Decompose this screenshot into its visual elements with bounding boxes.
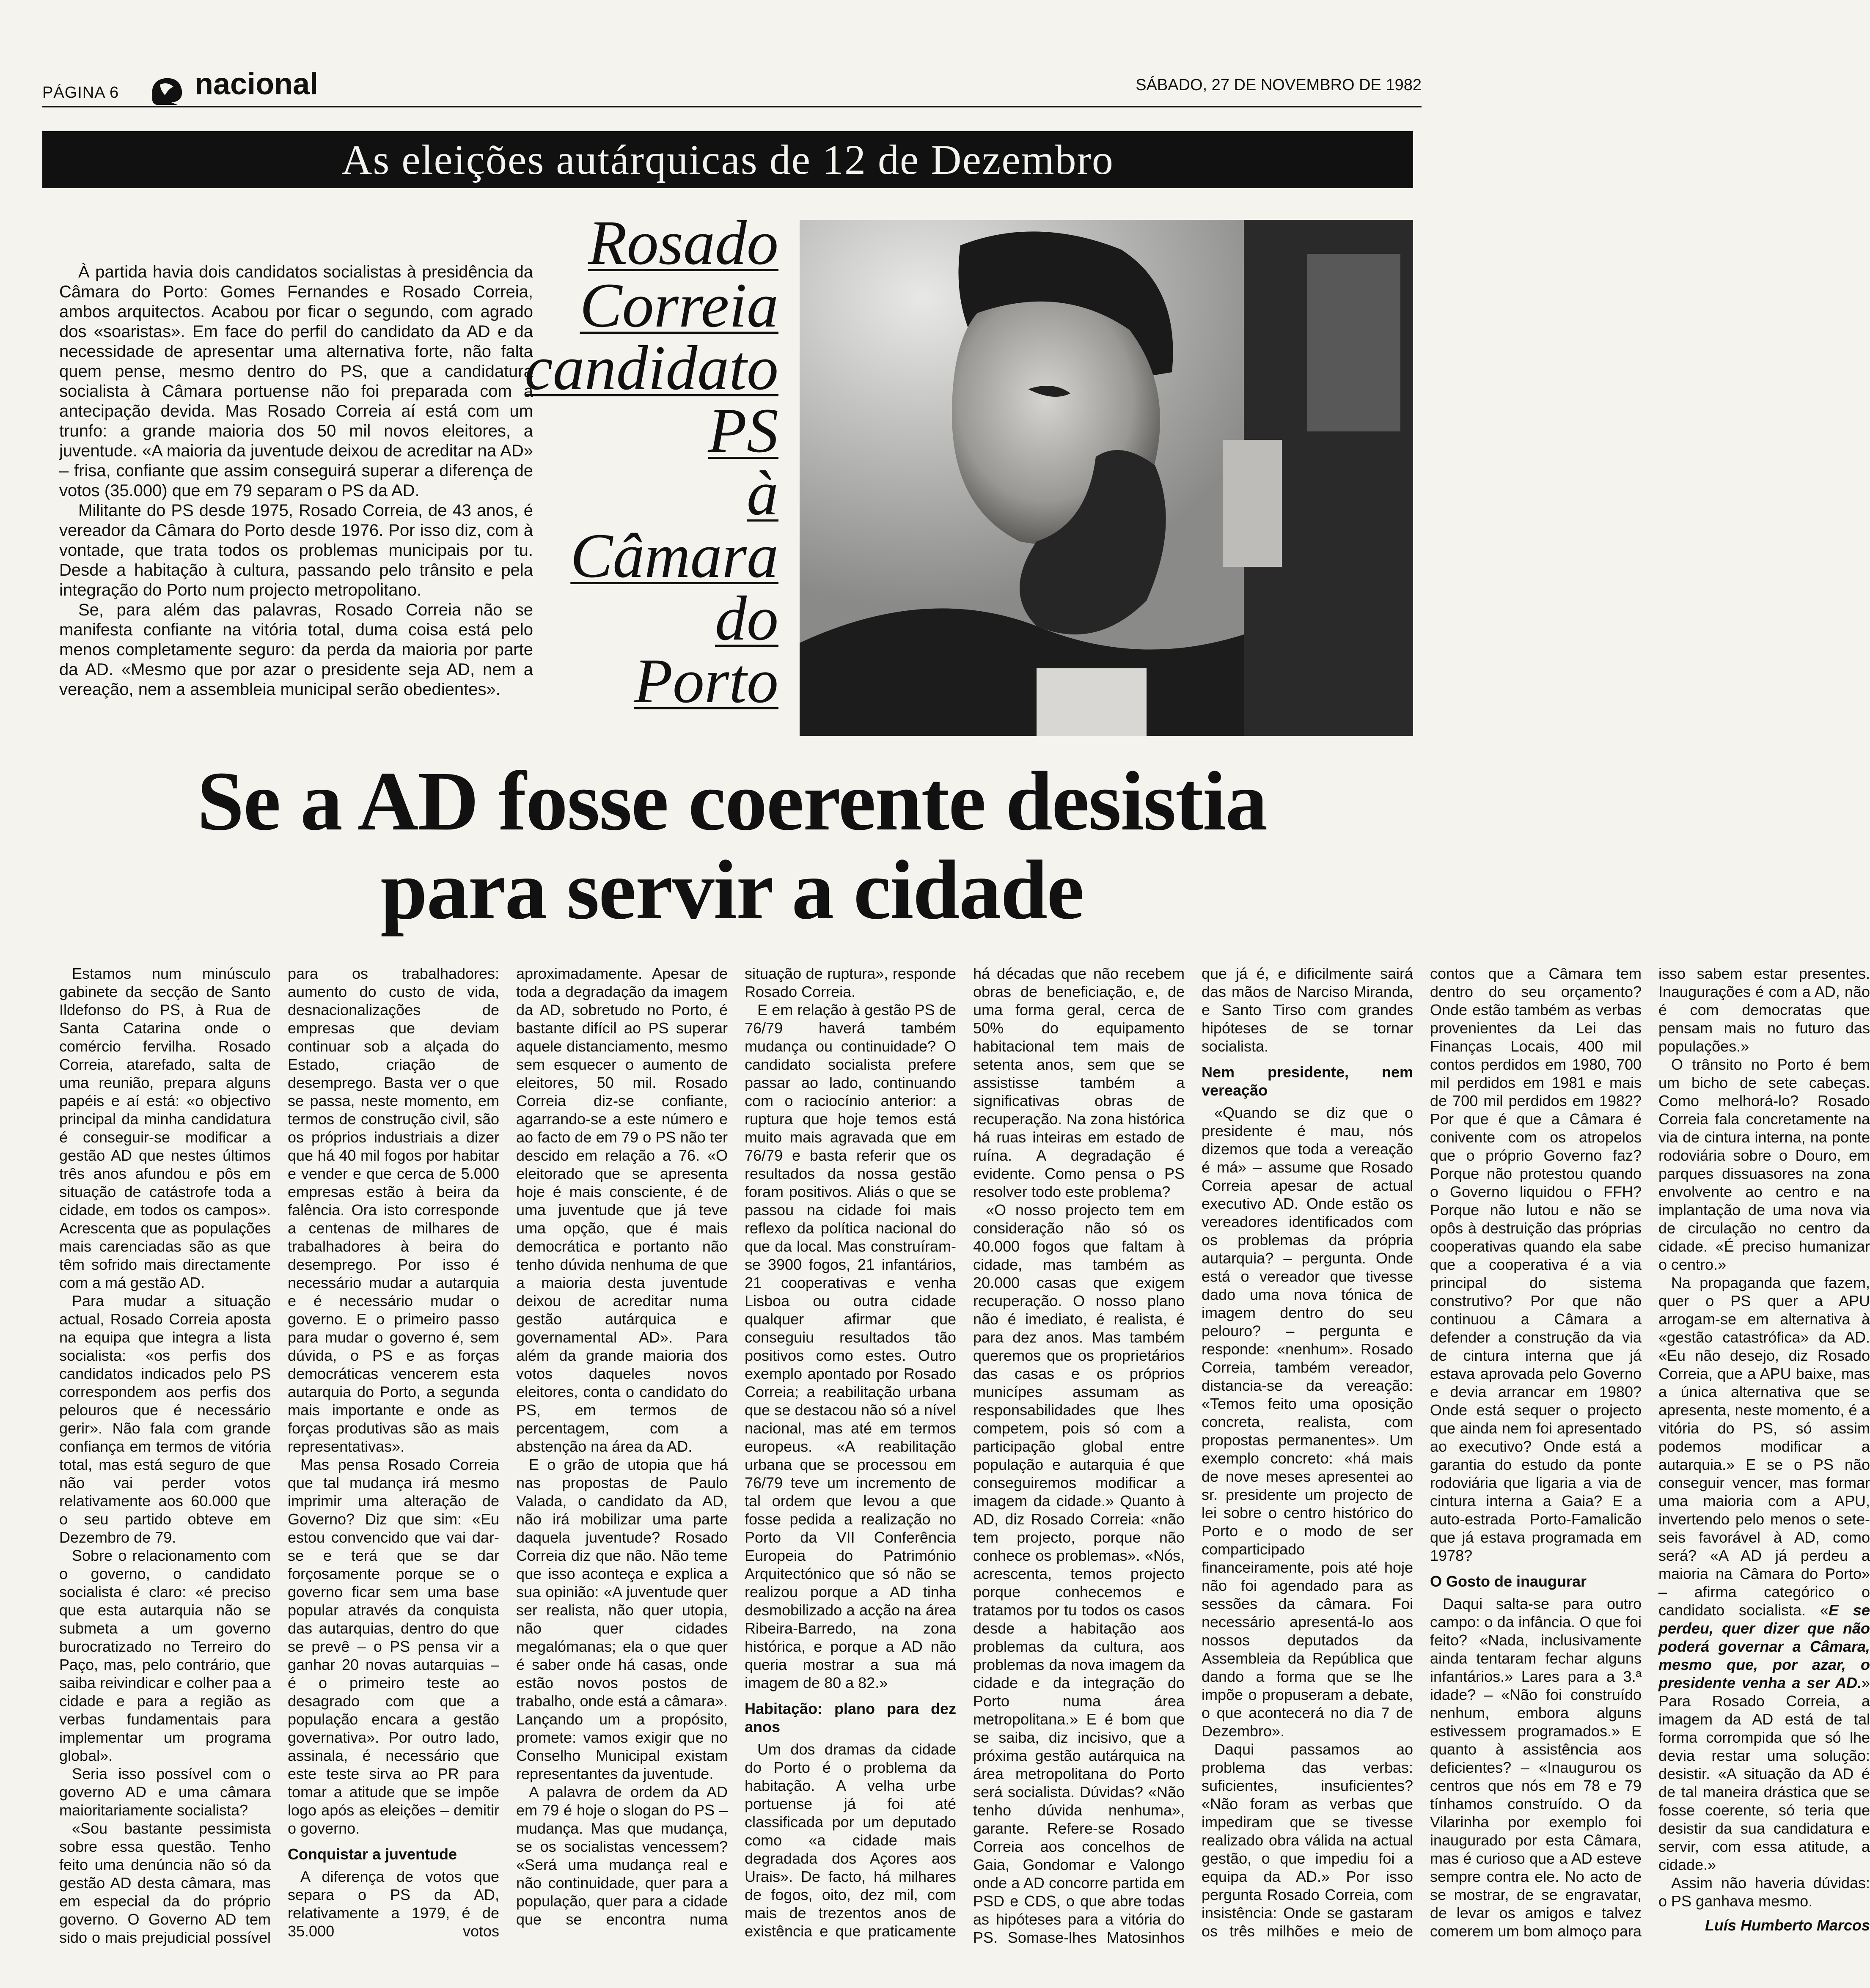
issue-date: SÁBADO, 27 DE NOVEMBRO DE 1982 (1136, 76, 1422, 94)
article-paragraph: «Quando se diz que o presidente é mau, nós dizemos que toda a vereação é má» – assume que Rosado Correia apesar de actual executivo AD. Onde estão os vereadores identificados com os problemas da própria autarquia? – pergunta. Onde está o vereador que tivesse dado uma nova tónica de imagem dentro do seu pelouro? – pergunta e responde: «nenhum». Rosado Correia, também vereador, distancia-se da vereação: «Temos feito uma oposição concreta, realista, com propostas permanentes». Um exemplo concreto: «há mais de nove meses apresentei ao sr. presidente um projecto de lei sobre o centro histórico do Porto e o modo de ser comparticipado financeiramente, pois até hoje não foi agendado para as sessões da câmara. Foi necessário apresentá-lo aos nossos deputados da Assembleia da República que dando a forma que se lhe impõe o propuseram a debate, o que acontecerá no dia 7 de Dezembro». (1202, 1104, 1413, 1740)
subheading: O Gosto de inaugurar (1430, 1573, 1587, 1590)
article-paragraph (1658, 1274, 1870, 1874)
article-paragraph: Sobre o relacionamento com o governo, o candidato socialista é claro: «é preciso que esta autarquia não se submeta a um governo burocratizado no Terreiro do Paço, mas, pelo contrário, que saiba reivindicar e colher paa a cidade e para a região as verbas fundamentais para implementar um programa global». (59, 1547, 271, 1764)
headline-line: Se a AD fosse coerente desistia (197, 755, 1267, 848)
article-paragraph: E o grão de utopia que há nas propostas de Paulo Valada, o candidato da AD, não irá mobilizar uma parte daquela juventude? Rosado Correia diz que não. Não teme que isso aconteça e explica a sua opinião: «A juventude quer ser realista, não quer utopia, não quer cidades megalómanas; ela o que quer é saber onde há casas, onde estão novos postos de trabalho, onde está a câmara». Lançando um a propósito, promete: vamos exigir que no Conselho Municipal existam representantes da juventude. (516, 1456, 728, 1782)
article-paragraph: O trânsito no Porto é bem um bicho de sete cabeças. Como melhorá-lo? Rosado Correia fala concretamente na via de cintura interna, na ponte rodoviária sobre o Douro, em parques dissuasores na zona envolvente ao centro e na implantação de uma nova via de circulação no centro da cidade. «É preciso humanizar o centro.» (1658, 1056, 1870, 1273)
feature-title-line: Câmara (570, 521, 778, 591)
author-signature: Luís Humberto Marcos (1705, 1917, 1870, 1934)
subheading: Habitação: plano para dez anos (745, 1700, 956, 1735)
feature-title (499, 208, 778, 716)
article-paragraph: Estamos num minúsculo gabinete da secção de Santo Ildefonso do PS, à Rua de Santa Catarina onde o comércio fervilha. Rosado Correia, atarefado, salta de uma reunião, prepara alguns papéis e aí está: «o objectivo principal da minha candidatura é conseguir-se modificar a gestão AD que nestes últimos três anos afundou e pôs em situação de catástrofe toda a cidade, em todos os campos». Acrescenta que as populações mais carenciadas são as que têm sofrido mais directamente com a má gestão AD. (59, 965, 271, 1291)
subheading: Nem presidente, nem vereação (1202, 1063, 1413, 1099)
page-number: PÁGINA 6 (42, 84, 119, 102)
article-paragraph: A palavra de ordem da AD em 79 é hoje o slogan do PS – mudança. Mas que mudança, se os socialistas vencessem? «Será uma mudança real e não continuidade, quer para a população, quer para a cidade que se encontra numa situação de ruptura», responde Rosado Correia. (516, 965, 956, 1928)
masthead-rule (42, 106, 1422, 107)
candidate-portrait-photo (800, 220, 1413, 736)
article-paragraph: Daqui passamos ao problema das verbas: suficientes, insuficientes? «Não foram as verbas que impediram que se tivesse realizado obra válida na actual gestão, o que impediu foi a equipa da AD.» Por isso pergunta Rosado Correia, com insistência: Onde se gastaram os três milhões e meio de contos que a Câmara tem dentro do seu orçamento? Onde estão também as verbas provenientes da Lei das Finanças Locais, 400 mil contos perdidos em 1980, 700 mil perdidos em 1981 e mais de 700 mil perdidos em 1982? Por que é que a Câmara é conivente com os atropelos que o próprio Governo faz? Porque não protestou quando o Governo liquidou o FFH? Porque não lutou e não se opôs à destruição das próprias cooperativas quando ela sabe que a cooperativa é a via principal do sistema construtivo? Por que não continuou a Câmara a defender a construção da via de cintura interna que já estava aprovada pelo Governo e devia arrancar em 1980? Onde está sequer o projecto que ainda nem foi apresentado ao executivo? Onde está a garantia do estudo da ponte rodoviária que ligaria a via de cintura interna a Gaia? E a auto-estrada Porto-Famalicão que já estava programada em 1978? (1202, 965, 1642, 1940)
feature-title-line: candidato (525, 333, 778, 403)
article-paragraph: «Sou bastante pessimista sobre essa questão. Tenho feito uma denúncia não só da gestão AD desta câmara, mas em especial da do próprio governo. O Governo AD tem sido o mais prejudicial possível para os trabalhadores: aumento do custo de vida, desnacionalizações de empresas que deviam continuar sob a alçada do Estado, criação de desemprego. Basta ver o que se passa, neste momento, em termos de construção civil, são os próprios industriais a dizer que há 40 mil fogos por habitar e vender e que cerca de 5.000 empresas estão à beira da falência. Ora isto corresponde a centenas de milhares de trabalhadores à beira do desemprego. Por isso é necessário mudar a autarquia e é necessário mudar o governo. E o primeiro passo para mudar o governo é, sem dúvida, o PS e as forças democráticas vencerem esta autarquia do Porto, a segunda mais importante e onde as forças produtivas são as mais representativas». (59, 965, 499, 1946)
feature-title-line: Correia (580, 270, 778, 340)
paragraph-text: » Para Rosado Correia, a imagem da AD está de tal forma corrompida que só lhe devia restar uma solução: desistir. «A situação da AD é de tal maneira drástica que se fosse coerente, só teria que desistir da sua candidatura e servir, com essa atitude, a cidade.» (1658, 1674, 1870, 1873)
section-banner: As eleições autárquicas de 12 de Dezembro (42, 131, 1413, 188)
headline (42, 757, 1422, 935)
feature-title-line: PS (708, 395, 778, 466)
article-paragraph: «O nosso projecto tem em consideração não só os 40.000 fogos que faltam à cidade, mas também as 20.000 casas que exigem recuperação. O nosso plano não é imediato, é realista, é para dez anos. Mas também queremos que os proprietários das casas e os próprios municípes assumam as responsabilidades que lhes competem, pois só com a participação global entre população e autarquia é que conseguiremos modificar a imagem da cidade.» Quanto à AD, diz Rosado Correia: «não tem projecto, porque não conhece os problemas». «Nós, acrescenta, temos projecto porque conhecemos e tratamos por tu todos os casos desde a habitação aos problemas da cultura, aos problemas da nova imagem da cidade e da integração do Porto numa área metropolitana.» E é bom que se saiba, diz incisivo, que a próxima gestão autárquica na área metropolitana do Porto será socialista. Dúvidas? «Não tenho dúvida nenhuma», garante. Refere-se Rosado Correia aos concelhos de Gaia, Gondomar e Valongo onde a AD concorre partida em PSD e CDS, o que abre todas as hipóteses para a vitória do PS. Somase-lhes Matosinhos que já é, e dificilmente sairá das mãos de Narciso Miranda, e Santo Tirso com grandes hipóteses de se tornar socialista. (973, 965, 1413, 1946)
article-paragraph: Um dos dramas da cidade do Porto é o problema da habitação. A velha urbe portuense já foi até classificada por um deputado como «a cidade mais degradada dos Açores aos Urais». De facto, há milhares de fogos, oito, dez mil, com mais de trezentos anos de existência e que praticamente há décadas que não recebem obras de beneficiação, e, de uma forma geral, cerca de 50% do equipamento habitacional tem mais de setenta anos, sem que se assistisse também a significativas obras de recuperação. Na zona histórica há ruas inteiras em estado de ruína. A degradação é evidente. Como pensa o PS resolver todo este problema? (745, 965, 1185, 1940)
feature-title-line: à (747, 458, 778, 528)
article-paragraph: A diferença de votos que separa o PS da AD, relativamente a 1979, é de 35.000 votos aproximadamente. Apesar de toda a degradação da imagem da AD, sobretudo no Porto, é bastante difícil ao PS superar aquele distanciamento, mesmo sem esquecer o aumento de eleitores, 50 mil. Rosado Correia diz-se confiante, agarrando-se a este número e ao facto de em 79 o PS não ter descido em relação a 76. «O eleitorado que se apresenta hoje é mais consciente, é de uma juventude que já teve uma opção, que é mais democrática e portanto não tenho dúvida nenhuma de que a maioria desta juventude deixou de acreditar numa gestão autárquica e governamental AD». Para além da grande maioria dos votos daqueles novos eleitores, conta o candidato do PS, em termos de percentagem, com a abstenção na área da AD. (288, 965, 728, 1940)
headline-line: para servir a cidade (380, 843, 1084, 937)
feature-title-line: do (715, 583, 778, 654)
article-paragraph: Daqui salta-se para outro campo: o da infância. O que foi feito? «Nada, inclusivamente ainda tentaram fechar alguns infantários.» Lares para a 3.ª idade? – «Não foi construído nenhum, embora alguns estivessem programados.» E quanto à assistência aos deficientes? – «Inaugurou os centros que nós em 78 e 79 tínhamos construído. O da Vilarinha por exemplo foi inaugurado por esta Câmara, mas é curioso que a AD esteve sempre contra ele. No acto de se mostrar, de se engravatar, de levar os amigos e talvez comerem um bom almoço para isso sabem estar presentes. Inaugurações é com a AD, não é com democratas que pensam mais no futuro das populações.» (1430, 965, 1870, 1940)
subheading: Conquistar a juventude (288, 1845, 457, 1863)
feature-title-line: Porto (634, 646, 778, 716)
article-paragraph: Assim não haveria dúvidas: o PS ganhava mesmo. (1658, 1874, 1870, 1910)
section-title: nacional (195, 67, 319, 101)
feature-title-line: Rosado (588, 208, 778, 278)
article-body (59, 964, 1870, 1950)
intro-paragraph: À partida havia dois candidatos socialistas à presidência da Câmara do Porto: Gomes Fernandes e Rosado Correia, ambos arquitectos. Acabou por ficar o segundo, com agrado dos «soaristas». Em face do perfil do candidato da AD e da necessidade de apresentar uma alternativa forte, não falta quem pense, mesmo dentro do PS, que a candidatura socialista à Câmara portuense não foi preparada com a antecipação devida. Mas Rosado Correia aí está com um trunfo: a grande maioria dos 50 mil novos eleitores, a juventude. «A maioria da juventude deixou de acreditar na AD» – frisa, confiante que assim conseguirá superar a diferença de votos (35.000) que em 79 separam o PS da AD. (59, 263, 533, 500)
article-paragraph: Seria isso possível com o governo AD e uma câmara maioritariamente socialista? (59, 1765, 271, 1819)
article-paragraph: Mas pensa Rosado Correia que tal mudança irá mesmo imprimir uma alteração de Governo? Diz que sim: «Eu estou convencido que vai dar-se e terá que se dar forçosamente porque se o governo ficar sem uma base popular através da conquista das autarquias, dentro do que se prevê – o PS pensa vir a ganhar 20 novas autarquias – é o primeiro teste ao desagrado com que a população encara a gestão governativa». Por outro lado, assinala, é necessário que este teste sirva ao PR para tomar a atitude que se impõe logo após as eleições – demitir o governo. (288, 1456, 499, 1837)
newspaper-logo-icon (148, 72, 186, 106)
article-paragraph: E em relação à gestão PS de 76/79 haverá também mudança ou continuidade? O candidato socialista prefere passar ao lado, continuando com o raciocínio anterior: a ruptura que hoje temos está muito mais agravada que em 76/79 e basta referir que os resultados da nossa gestão foram positivos. Aliás o que se passou na cidade foi mais reflexo da política nacional do que da local. Mas construíram-se 3900 fogos, 21 infantários, 21 cooperativas e venha Lisboa ou outra cidade qualquer afirmar que conseguiu resultados tão positivos como estes. Outro exemplo apontado por Rosado Correia; a reabilitação urbana que se destacou não só a nível nacional, mas até em termos europeus. «A reabilitação urbana que se processou em 76/79 teve um incremento de tal ordem que levou a que fosse pedida a realização no Porto da VII Conferência Europeia do Património Arquitectónico que só não se realizou porque a AD tinha desmobilizado a acção na área Ribeira-Barredo, na zona histórica, e porque a AD não queria mostrar a sua má imagem de 80 a 82.» (745, 1001, 956, 1691)
masthead (42, 63, 1422, 110)
paragraph-text: Na propaganda que fazem, quer o PS quer a APU arrogam-se em alternativa à «gestão catastrófica» da AD. «Eu não desejo, diz Rosado Correia, que a APU baixe, mas a única alternativa que se apresenta, neste momento, é a vitória do PS, só assim podemos modificar a autarquia.» E se o PS não conseguir vencer, mas formar uma maioria com a APU, invertendo pelo menos o sete-seis favorável à AD, como será? «A AD já perdeu a maioria na Câmara do Porto» – afirma categórico o candidato socialista. « (1658, 1274, 1870, 1619)
emphasized-quote: E se perdeu, quer dizer que não poderá governar a Câmara, mesmo que, por azar, o presidente venha a ser AD. (1658, 1601, 1870, 1691)
article-paragraph: Para mudar a situação actual, Rosado Correia aposta na equipa que integra a lista socialista: «os perfis dos candidatos indicados pelo PS correspondem aos perfis dos pelouros que é necessário gerir». Não fala com grande confiança em termos de vitória total, mas está seguro de que não vai perder votos relativamente aos 60.000 que o seu partido obteve em Dezembro de 79. (59, 1292, 271, 1546)
intro-paragraph: Se, para além das palavras, Rosado Correia não se manifesta confiante na vitória total, duma coisa está pelo menos completamente seguro: da perda da maioria por parte da AD. «Mesmo que por azar o presidente seja AD, nem a vereação, nem a assembleia municipal serão obedientes». (59, 601, 533, 699)
intro-paragraph: Militante do PS desde 1975, Rosado Correia, de 43 anos, é vereador da Câmara do Porto desde 1976. Por isso diz, com à vontade, que trata todos os problemas municipais por tu. Desde a habitação à cultura, passando pelo trânsito e pela integração do Porto num projecto metropolitano. (59, 501, 533, 599)
intro-text (59, 262, 533, 700)
